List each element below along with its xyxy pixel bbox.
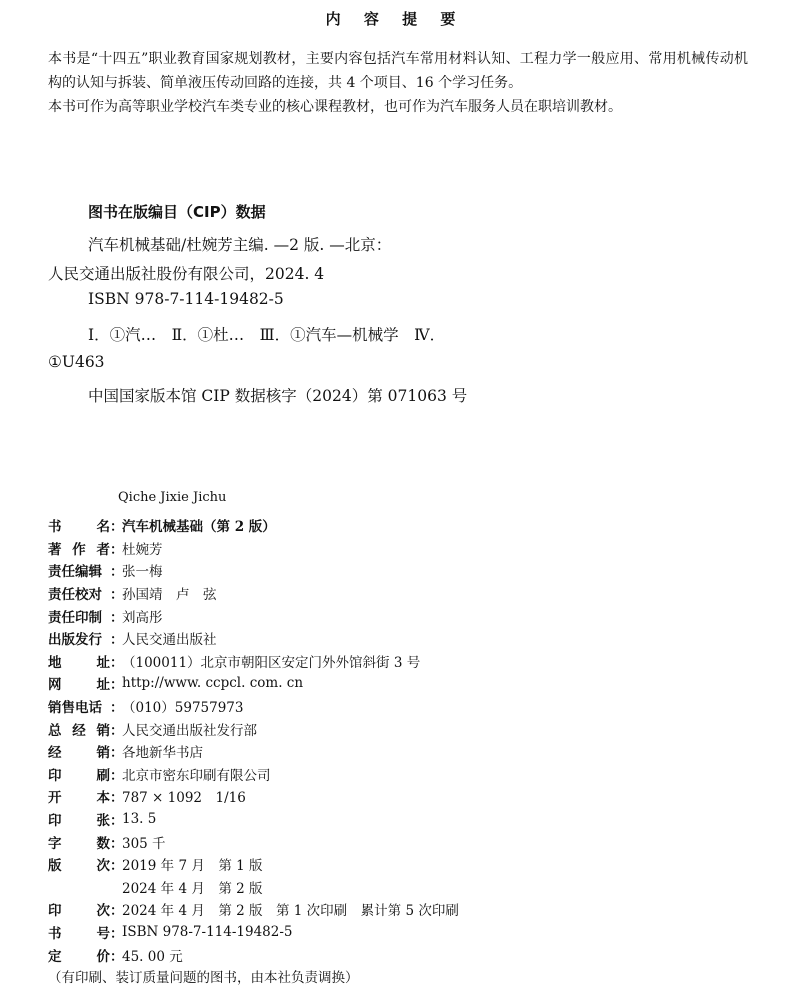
colophon-colon: ： (110, 519, 124, 536)
colophon-row (48, 740, 768, 763)
colophon-row (48, 943, 768, 966)
summary-paragraph: 本书可作为高等职业学校汽车类专业的核心课程教材，也可作为汽车服务人员在职培训教材。 (48, 99, 622, 115)
colophon-label: 字 数 (48, 835, 110, 852)
colophon-label: 印 张 (48, 813, 110, 830)
colophon-value: 45. 00 元 (122, 948, 183, 965)
colophon-colon: ： (110, 609, 124, 626)
summary-paragraph: 本书是“十四五”职业教育国家规划教材，主要内容包括汽车常用材料认知、工程力学一般应用、常用机械传动机构的认知与拆装、简单液压传动回路的连接，共 4 个项目、16 个学习任务。 (48, 51, 748, 91)
colophon-row (48, 514, 768, 537)
colophon-label: 定 价 (48, 948, 110, 965)
summary-heading: 内 容 提 要 (325, 10, 465, 28)
colophon-colon: ： (110, 700, 124, 717)
colophon-colon: ： (110, 925, 124, 942)
colophon-value: ISBN 978-7-114-19482-5 (122, 923, 293, 940)
colophon-colon: ： (110, 948, 124, 965)
colophon-value: （100011）北京市朝阳区安定门外外馆斜街 3 号 (122, 654, 421, 671)
colophon-label: 版 次 (48, 858, 110, 875)
cip-heading: 图书在版编目（CIP）数据 (88, 203, 266, 221)
colophon-row (48, 604, 768, 627)
colophon-colon: ： (110, 722, 124, 739)
colophon-row (48, 582, 768, 605)
colophon-label: 书 号 (48, 925, 110, 942)
colophon-row (48, 876, 768, 899)
colophon-value: 787 × 1092 1/16 (122, 790, 246, 807)
colophon-value: 北京市密东印刷有限公司 (122, 767, 271, 784)
colophon-row (48, 853, 768, 876)
colophon-label: 责任校对 (48, 587, 102, 604)
pinyin-title: Qiche Jixie Jichu (118, 490, 227, 505)
colophon-colon: ： (110, 745, 124, 762)
colophon-row (48, 537, 768, 560)
colophon-value: 2019 年 7 月 第 1 版 (122, 858, 263, 875)
colophon-table (48, 514, 768, 966)
colophon-label: 责任印制 (48, 609, 102, 626)
colophon-colon: ： (110, 632, 124, 649)
colophon-row (48, 785, 768, 808)
colophon-colon: ： (110, 835, 124, 852)
colophon-colon: ： (110, 677, 124, 694)
colophon-colon: ： (110, 587, 124, 604)
colophon-row (48, 650, 768, 673)
colophon-value: （010）59757973 (122, 700, 244, 717)
colophon-footnote: （有印刷、装订质量问题的图书，由本社负责调换） (48, 970, 359, 986)
colophon-label: 地 址 (48, 654, 110, 671)
colophon-value: 2024 年 4 月 第 2 版 第 1 次印刷 累计第 5 次印刷 (122, 903, 459, 920)
colophon-value: http://www. ccpcl. com. cn (122, 675, 304, 692)
colophon-label: 销售电话 (48, 700, 102, 717)
colophon-row (48, 830, 768, 853)
cip-publisher-line: 人民交通出版社股份有限公司，2024. 4 (48, 265, 325, 283)
colophon-value: 305 千 (122, 835, 166, 852)
colophon-row (48, 808, 768, 831)
colophon-label: 网 址 (48, 677, 110, 694)
colophon-row (48, 627, 768, 650)
colophon-value: 2024 年 4 月 第 2 版 (122, 880, 263, 897)
colophon-value: 人民交通出版社 (122, 632, 217, 649)
cip-classification-line: Ⅰ．①汽… Ⅱ．①杜… Ⅲ．①汽车—机械学 Ⅳ． (88, 326, 446, 344)
cip-record-number: 中国国家版本馆 CIP 数据核字（2024）第 071063 号 (88, 387, 468, 405)
colophon-value: 汽车机械基础（第 2 版） (122, 519, 276, 536)
colophon-value: 13. 5 (122, 811, 157, 828)
colophon-colon: ： (110, 541, 124, 558)
colophon-label: 著 作 者 (48, 541, 110, 558)
colophon-row (48, 763, 768, 786)
colophon-colon: ： (110, 790, 124, 807)
colophon-row (48, 695, 768, 718)
colophon-label: 开 本 (48, 790, 110, 807)
cip-isbn-line: ISBN 978-7-114-19482-5 (88, 290, 284, 308)
colophon-value: 张一梅 (122, 564, 163, 581)
colophon-row (48, 898, 768, 921)
colophon-colon: ： (110, 813, 124, 830)
colophon-label: 印 刷 (48, 767, 110, 784)
colophon-label: 出版发行 (48, 632, 102, 649)
colophon-row (48, 921, 768, 944)
colophon-colon: ： (110, 903, 124, 920)
colophon-row (48, 559, 768, 582)
colophon-value: 人民交通出版社发行部 (122, 722, 257, 739)
cip-title-line: 汽车机械基础/杜婉芳主编. —2 版. —北京： (88, 236, 392, 254)
colophon-label: 总 经 销 (48, 722, 110, 739)
colophon-label: 书 名 (48, 519, 110, 536)
colophon-value: 杜婉芳 (122, 541, 163, 558)
colophon-row (48, 672, 768, 695)
colophon-colon: ： (110, 767, 124, 784)
cip-classification-code: ①U463 (48, 353, 105, 371)
colophon-colon: ： (110, 564, 124, 581)
colophon-value: 刘高彤 (122, 609, 163, 626)
colophon-value: 孙国靖 卢 弦 (122, 587, 217, 604)
colophon-colon: ： (110, 858, 124, 875)
colophon-value: 各地新华书店 (122, 745, 203, 762)
colophon-colon: ： (110, 654, 124, 671)
colophon-label: 印 次 (48, 903, 110, 920)
colophon-row (48, 717, 768, 740)
colophon-label: 经 销 (48, 745, 110, 762)
colophon-label: 责任编辑 (48, 564, 102, 581)
